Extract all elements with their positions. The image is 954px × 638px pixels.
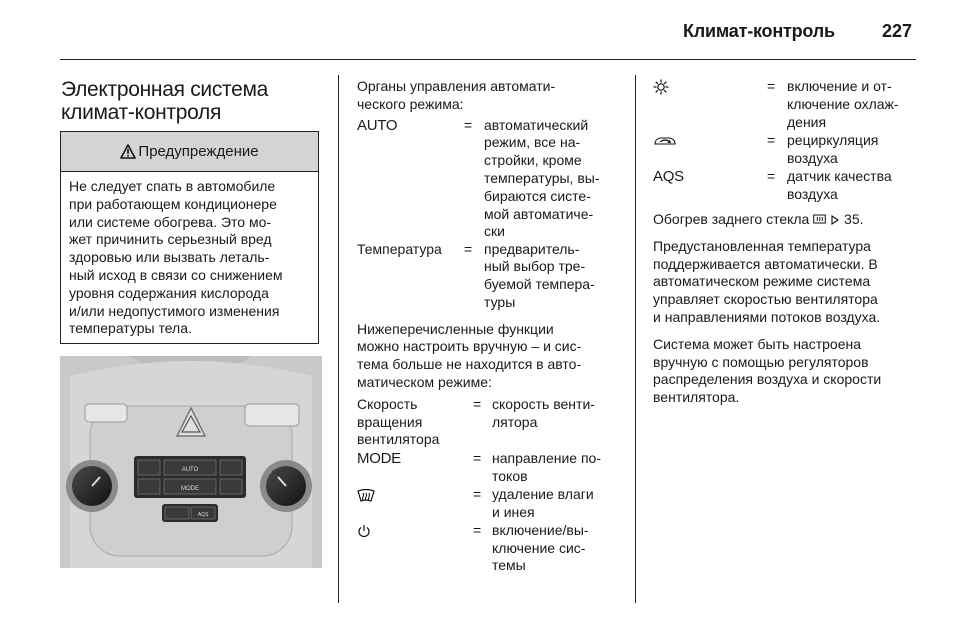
power-icon: [357, 524, 371, 538]
def-desc-line: удаление влаги: [492, 485, 594, 502]
def-temperature: [357, 241, 622, 321]
intro-line: ческого режима:: [357, 95, 464, 112]
def-eq: =: [464, 240, 473, 257]
warning-line: температуры тела.: [69, 320, 192, 337]
manual-line: тема больше не находится в авто-: [357, 356, 582, 373]
paragraph-line: поддерживается автоматически. В: [653, 255, 878, 272]
def-desc-line: бираются систе-: [484, 187, 591, 204]
def-fan-speed: [357, 396, 622, 450]
rear-defrost-page-ref: 35.: [844, 211, 864, 227]
def-desc-line: токов: [492, 467, 528, 484]
def-term-temperature: Температура: [357, 240, 442, 257]
ac-snowflake-icon: [653, 79, 669, 95]
def-eq: =: [473, 449, 482, 466]
def-desc-line: предваритель-: [484, 240, 580, 257]
def-desc-line: туры: [484, 293, 516, 310]
recirculation-icon: [653, 135, 677, 147]
def-desc-line: темы: [492, 557, 526, 574]
paragraph-line: автоматическом режиме система: [653, 273, 871, 290]
def-desc-line: ный выбор тре-: [484, 258, 586, 275]
def-desc-line: включение/вы-: [492, 521, 589, 538]
def-eq: =: [767, 168, 776, 184]
aqs-button-label: AQS: [197, 512, 209, 518]
auto-temp-paragraph: [653, 238, 923, 327]
warning-line: и/или недопустимого изменения: [69, 302, 280, 319]
def-desc-line: датчик качества: [787, 168, 892, 184]
def-term-aqs: AQS: [653, 168, 684, 185]
warning-line: здоровью или вызвать леталь-: [69, 249, 270, 266]
rear-window-defrost-icon: [813, 214, 826, 226]
def-term-line: вращения: [357, 413, 423, 430]
warning-line: Не следует спать в автомобиле: [69, 178, 276, 194]
page-reference-icon: [830, 214, 840, 226]
mode-button-label: MODE: [181, 486, 199, 492]
warning-line: уровня содержания кислорода: [69, 284, 269, 301]
paragraph-line: управляет скоростью вентилятора: [653, 291, 878, 308]
warning-text: [61, 172, 318, 338]
def-eq: =: [473, 521, 482, 538]
def-term-mode: MODE: [357, 449, 401, 467]
intro-line: Органы управления автомати-: [357, 78, 556, 94]
column-divider-1: [338, 75, 339, 603]
warning-heading: [61, 132, 318, 172]
paragraph-line: вентилятора.: [653, 389, 740, 406]
def-auto: [357, 117, 622, 241]
def-recirculation: [653, 132, 923, 168]
def-term-auto: AUTO: [357, 116, 398, 134]
paragraph-line: Система может быть настроена: [653, 335, 861, 352]
auto-button-label: AUTO: [181, 467, 199, 473]
def-desc-line: буемой темпера-: [484, 276, 595, 293]
def-desc-line: включение и от-: [787, 78, 892, 94]
def-desc-line: дения: [787, 113, 827, 130]
header-divider: [60, 59, 916, 60]
def-ac: [653, 78, 923, 132]
def-desc-line: скорость венти-: [492, 395, 595, 412]
warning-line: ный исход в связи со снижением: [69, 266, 283, 283]
page-header-title: Климат-контроль: [683, 21, 835, 41]
def-eq: =: [464, 116, 473, 133]
def-desc-line: воздуха: [787, 149, 838, 166]
column-2: [357, 78, 622, 576]
def-eq: =: [473, 485, 482, 502]
def-desc-line: режим, все на-: [484, 134, 581, 151]
def-eq: =: [767, 132, 776, 148]
windshield-defrost-icon: [357, 489, 375, 503]
def-desc-line: направление по-: [492, 449, 601, 466]
warning-line: при работающем кондиционере: [69, 195, 277, 212]
def-term-line: вентилятора: [357, 431, 440, 448]
rear-defrost-reference: [653, 211, 923, 229]
def-desc-line: температуры, вы-: [484, 169, 600, 186]
manual-adjust-paragraph: [653, 336, 923, 407]
manual-paragraph: [357, 321, 622, 392]
warning-line: жет причинить серьезный вред: [69, 231, 272, 248]
def-eq: =: [767, 78, 776, 94]
warning-triangle-icon: [120, 144, 136, 159]
warning-heading-text: Предупреждение: [138, 143, 259, 160]
def-aqs: [653, 168, 923, 211]
section-title: Электронная система климат-контроля: [61, 78, 269, 124]
off-label: OFF: [272, 470, 282, 476]
manual-line: матическом режиме:: [357, 373, 492, 390]
warning-box: [60, 131, 319, 344]
def-term-line: Скорость: [357, 395, 418, 412]
paragraph-line: распределения воздуха и скорости: [653, 371, 882, 388]
page-number: 227: [882, 21, 913, 41]
rear-defrost-text: Обогрев заднего стекла: [653, 211, 810, 227]
paragraph-line: Предустановленная температура: [653, 237, 871, 254]
manual-line: можно настроить вручную – и сис-: [357, 338, 582, 355]
def-power: [357, 522, 622, 576]
def-desc-line: ключение охлаж-: [787, 95, 899, 112]
warning-line: или системе обогрева. Это мо-: [69, 213, 272, 230]
def-desc-line: автоматический: [484, 116, 589, 133]
def-desc-line: и инея: [492, 503, 535, 520]
climate-panel-photo: [60, 356, 322, 568]
def-desc-line: стройки, кроме: [484, 152, 582, 169]
def-desc-line: ключение сис-: [492, 539, 586, 556]
def-desc-line: лятора: [492, 413, 538, 430]
def-mode: [357, 450, 622, 486]
paragraph-line: и направлениями потоков воздуха.: [653, 308, 881, 325]
column-divider-2: [635, 75, 636, 603]
paragraph-line: вручную с помощью регуляторов: [653, 353, 869, 370]
def-desc-line: воздуха: [787, 185, 838, 202]
column-3: [653, 78, 923, 416]
def-desc-line: мой автоматиче-: [484, 205, 594, 222]
def-defrost: [357, 486, 622, 522]
def-eq: =: [473, 395, 482, 412]
manual-line: Нижеперечисленные функции: [357, 320, 554, 337]
def-desc-line: рециркуляция: [787, 132, 879, 148]
def-desc-line: ски: [484, 223, 505, 240]
